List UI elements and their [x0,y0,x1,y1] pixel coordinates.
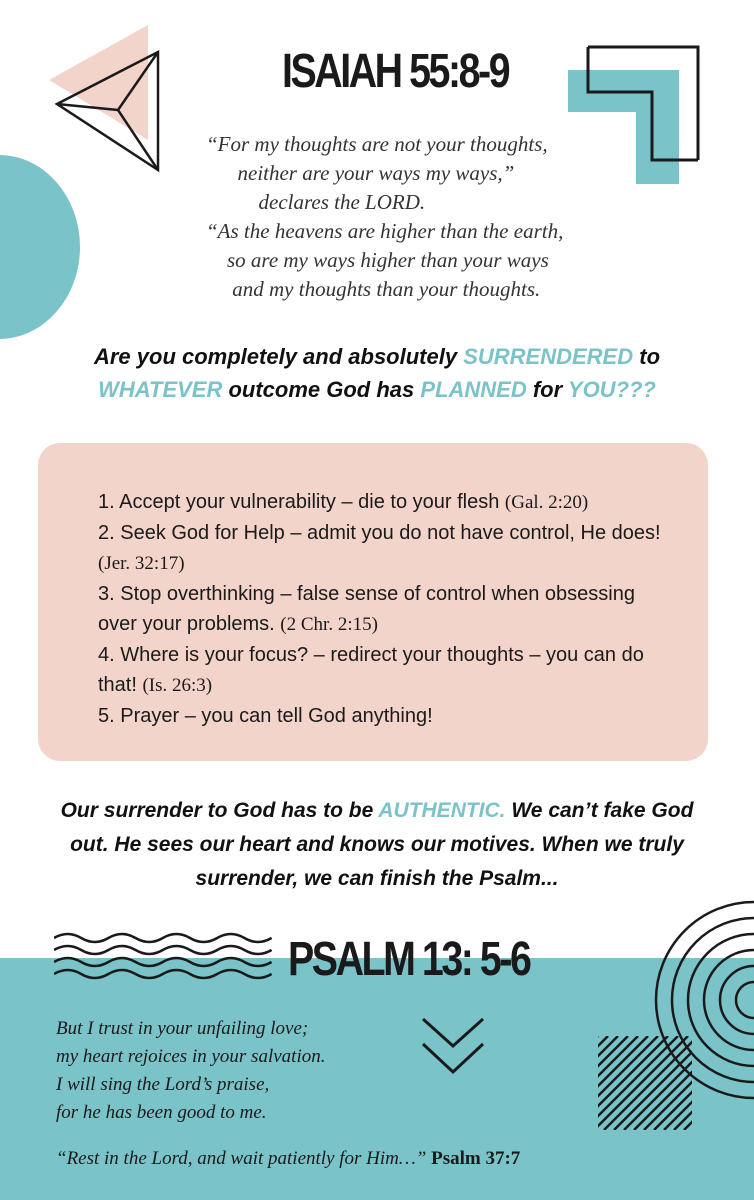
wave-lines-icon [54,930,272,980]
question-text: outcome God has [222,377,421,402]
teal-circle-decoration [0,155,80,339]
question-text: to [633,344,661,369]
hatched-square-icon [598,1036,692,1130]
step-item: 1. Accept your vulnerability – die to your flesh (Gal. 2:20) [98,491,589,513]
question-text: for [526,377,568,402]
rest-quote: “Rest in the Lord, and wait patiently for Him…” Psalm 37:7 [56,1148,521,1169]
rest-reference: Psalm 37:7 [426,1148,521,1169]
isaiah-verse: “For my thoughts are not your thoughts, neither are your ways my ways,” declares the LORD. “As the heavens are higher than the earth, so are my ways higher than your ways and my thoughts than your thoughts. [206,132,564,301]
question-highlight: PLANNED [420,377,527,402]
double-chevron-down-icon [420,1016,486,1078]
psalm-title: PSALM 13: 5-6 [288,933,530,986]
steps-list [98,487,678,732]
corner-bracket-icon [566,44,706,192]
page-title: ISAIAH 55:8-9 [282,45,509,98]
psalm-verse: But I trust in your unfailing love; my heart rejoices in your salvation. I will sing the Lord’s praise, for he has been good to me. [56,1018,326,1123]
step-item: 3. Stop overthinking – false sense of control when obsessing over your problems. (2 Chr. 2:15) [98,583,635,635]
question-highlight: WHATEVER [98,377,223,402]
authentic-paragraph: Our surrender to God has to be AUTHENTIC. We can’t fake God out. He sees our heart and knows our motives. When we truly surrender, we can finish the Psalm... [60,799,694,890]
triangle-icon [44,22,174,182]
authentic-highlight: AUTHENTIC. [378,799,506,822]
surrender-question [0,340,754,406]
question-highlight: YOU??? [567,377,656,402]
step-item: 4. Where is your focus? – redirect your thoughts – you can do that! (Is. 26:3) [98,644,644,696]
question-text: Are you completely and absolutely [93,344,464,369]
step-item: 2. Seek God for Help – admit you do not have control, He does! (Jer. 32:17) [98,522,661,574]
question-highlight: SURRENDERED [463,344,634,369]
step-item: 5. Prayer – you can tell God anything! [98,705,433,727]
